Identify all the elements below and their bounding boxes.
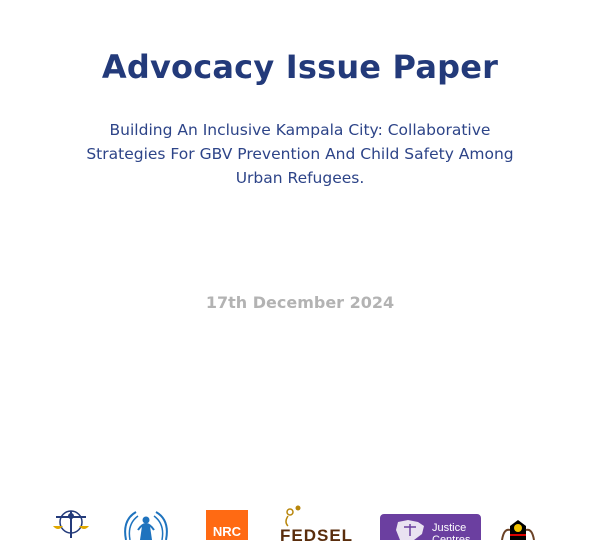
scales-logo — [50, 508, 92, 540]
justice-label-line: Justice — [432, 522, 467, 534]
justice-label-line: Centres — [432, 534, 471, 546]
subtitle-line: Building An Inclusive Kampala City: Collaborative — [109, 121, 491, 139]
nrc-logo — [206, 510, 248, 540]
document-subtitle — [50, 118, 550, 190]
partner-logos-strip — [0, 500, 600, 546]
subtitle-line: Strategies For GBV Prevention And Child Safety Among — [86, 145, 514, 163]
document-title: Advocacy Issue Paper — [101, 48, 499, 86]
document-date: 17th December 2024 — [205, 293, 395, 312]
justice-centres-label — [432, 522, 471, 546]
nrc-logo-label: NRC — [212, 524, 242, 539]
uganda-map-icon — [394, 518, 428, 540]
unhcr-logo — [118, 506, 174, 540]
uganda-coat-of-arms-logo — [498, 518, 538, 540]
justice-centres-logo — [380, 514, 481, 546]
fedsel-logo-label: FEDSEL — [280, 526, 354, 545]
subtitle-line: Urban Refugees. — [235, 169, 365, 187]
